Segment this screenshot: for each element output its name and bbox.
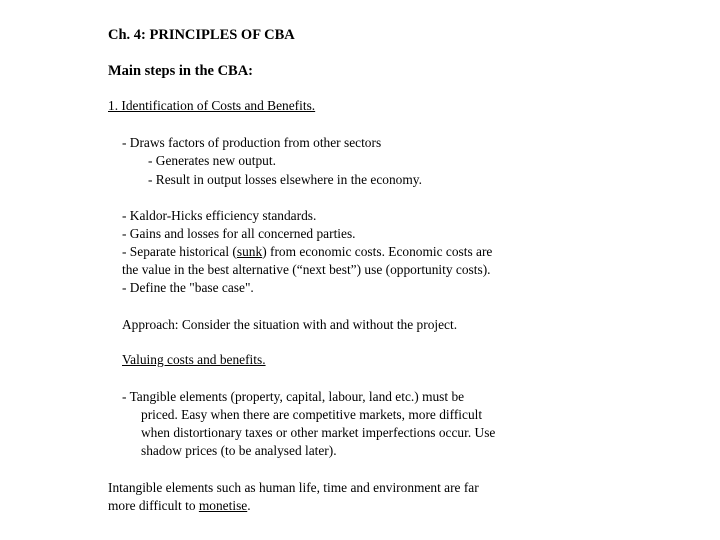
approach-line: Approach: Consider the situation with and without the project. — [122, 317, 458, 332]
bullet-gains-losses: - Gains and losses for all concerned parties. — [122, 226, 356, 241]
separate-costs-text-start: - Separate historical ( — [122, 244, 237, 259]
section-heading-valuing: Valuing costs and benefits. — [122, 352, 266, 367]
intangible-text-end: . — [247, 498, 251, 513]
tangible-line-3: when distortionary taxes or other market imperfections occur. Use — [141, 425, 496, 440]
sub-bullet-output-losses: - Result in output losses elsewhere in the economy. — [148, 172, 422, 187]
intangible-text-start: more difficult to — [108, 498, 199, 513]
tangible-line-2: priced. Easy when there are competitive markets, more difficult — [141, 407, 483, 422]
sunk-term: sunk — [236, 244, 263, 259]
bullet-kaldor-hicks: - Kaldor-Hicks efficiency standards. — [122, 208, 317, 223]
bullet-draws-factors: - Draws factors of production from other sectors — [122, 135, 382, 150]
sub-bullet-generates-output: - Generates new output. — [148, 153, 276, 168]
intangible-line-1: Intangible elements such as human life, time and environment are far — [108, 480, 479, 495]
subtitle: Main steps in the CBA: — [108, 63, 254, 79]
page-title: Ch. 4: PRINCIPLES OF CBA — [108, 27, 295, 43]
opportunity-costs-line: the value in the best alternative (“next best”) use (opportunity costs). — [122, 262, 491, 277]
separate-costs-text-end: ) from economic costs. Economic costs are — [262, 244, 493, 259]
monetise-term: monetise — [198, 498, 248, 513]
intangible-line-2 — [108, 497, 251, 515]
section-heading-identification: 1. Identification of Costs and Benefits. — [108, 98, 316, 113]
tangible-line-4: shadow prices (to be analysed later). — [141, 443, 337, 458]
bullet-base-case: - Define the "base case". — [122, 280, 254, 295]
bullet-tangible-elements: - Tangible elements (property, capital, labour, land etc.) must be — [122, 389, 465, 404]
bullet-separate-costs — [122, 243, 492, 261]
